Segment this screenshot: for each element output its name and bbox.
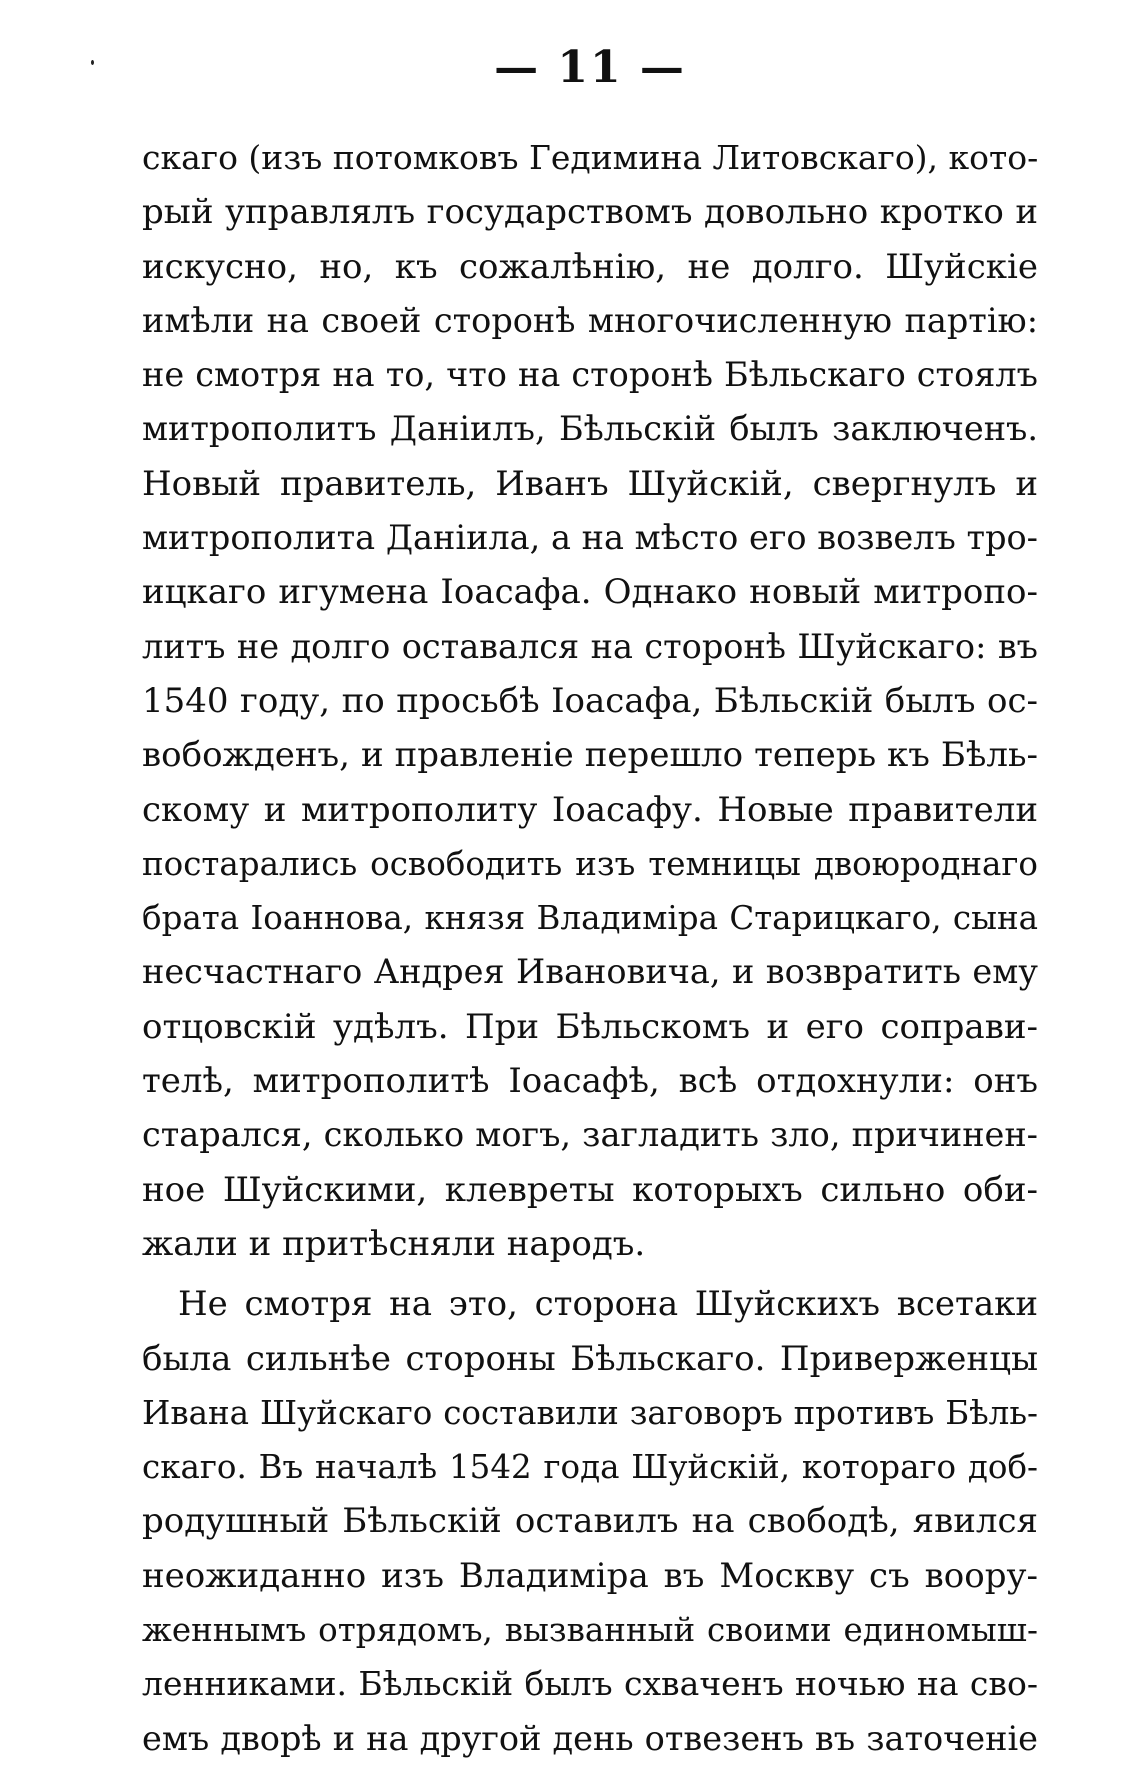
- text-line: литъ не долго оставался на сторонѣ Шуйскаго: въ: [142, 626, 1038, 666]
- text-line: митрополита Даніила, а на мѣсто его возвелъ тро-: [142, 518, 1038, 558]
- page-number: — 11 —: [494, 42, 686, 93]
- text-line: старался, сколько могъ, загладить зло, причинен-: [142, 1115, 1038, 1155]
- text-line: емъ дворѣ и на другой день отвезенъ въ заточеніе: [142, 1718, 1038, 1758]
- text-line: искусно, но, къ сожалѣнію, не долго. Шуйскіе: [142, 246, 1038, 287]
- text-line: Не смотря на это, сторона Шуйскихъ всетаки: [178, 1284, 1038, 1325]
- text-line: митрополитъ Даніилъ, Бѣльскій былъ заключенъ.: [142, 409, 1038, 449]
- paragraph-1: [142, 131, 1038, 1271]
- text-line: жали и притѣсняли народъ.: [142, 1223, 646, 1264]
- text-line: скому и митрополиту Іоасафу. Новые правители: [142, 789, 1038, 830]
- text-line: рый управлялъ государствомъ довольно кротко и: [142, 192, 1038, 233]
- text-line: 1540 году, по просьбѣ Іоасафа, Бѣльскій былъ ос-: [142, 680, 1038, 721]
- text-line: Ивана Шуйскаго составили заговоръ противъ Бѣль-: [142, 1393, 1038, 1432]
- text-line: скаго (изъ потомковъ Гедимина Литовскаго), кото-: [142, 138, 1039, 177]
- text-line: имѣли на своей сторонѣ многочисленную партію:: [142, 300, 1038, 340]
- text-line: несчастнаго Андрея Ивановича, и возвратить ему: [142, 952, 1038, 992]
- text-line: телѣ, митрополитѣ Іоасафѣ, всѣ отдохнули: онъ: [142, 1061, 1038, 1102]
- text-line: постарались освободить изъ темницы двоюроднаго: [142, 844, 1038, 883]
- text-line: неожиданно изъ Владиміра въ Москву съ воору-: [142, 1555, 1038, 1596]
- paragraph-2: [142, 1277, 1038, 1766]
- text-line: ицкаго игумена Іоасафа. Однако новый митропо-: [142, 572, 1038, 613]
- text-line: родушный Бѣльскій оставилъ на свободѣ, явился: [142, 1501, 1038, 1542]
- text-line: была сильнѣе стороны Бѣльскаго. Приверженцы: [142, 1338, 1038, 1379]
- body-text: [142, 131, 1038, 1766]
- text-line: брата Іоаннова, князя Владиміра Старицкаго, сына: [142, 899, 1038, 938]
- text-line: ленниками. Бѣльскій былъ схваченъ ночью на сво-: [142, 1664, 1038, 1704]
- text-line: Новый правитель, Иванъ Шуйскій, свергнулъ и: [142, 463, 1038, 504]
- text-line: женнымъ отрядомъ, вызванный своими единомыш-: [142, 1611, 1038, 1650]
- text-line: отцовскій удѣлъ. При Бѣльскомъ и его соправи-: [142, 1006, 1038, 1047]
- text-line: ное Шуйскими, клевреты которыхъ сильно оби-: [142, 1169, 1038, 1210]
- text-line: вобожденъ, и правленіе перешло теперь къ Бѣль-: [142, 735, 1038, 776]
- text-line: скаго. Въ началѣ 1542 года Шуйскій, котораго доб-: [142, 1448, 1038, 1487]
- text-line: не смотря на то, что на сторонѣ Бѣльскаго стоялъ: [142, 355, 1038, 395]
